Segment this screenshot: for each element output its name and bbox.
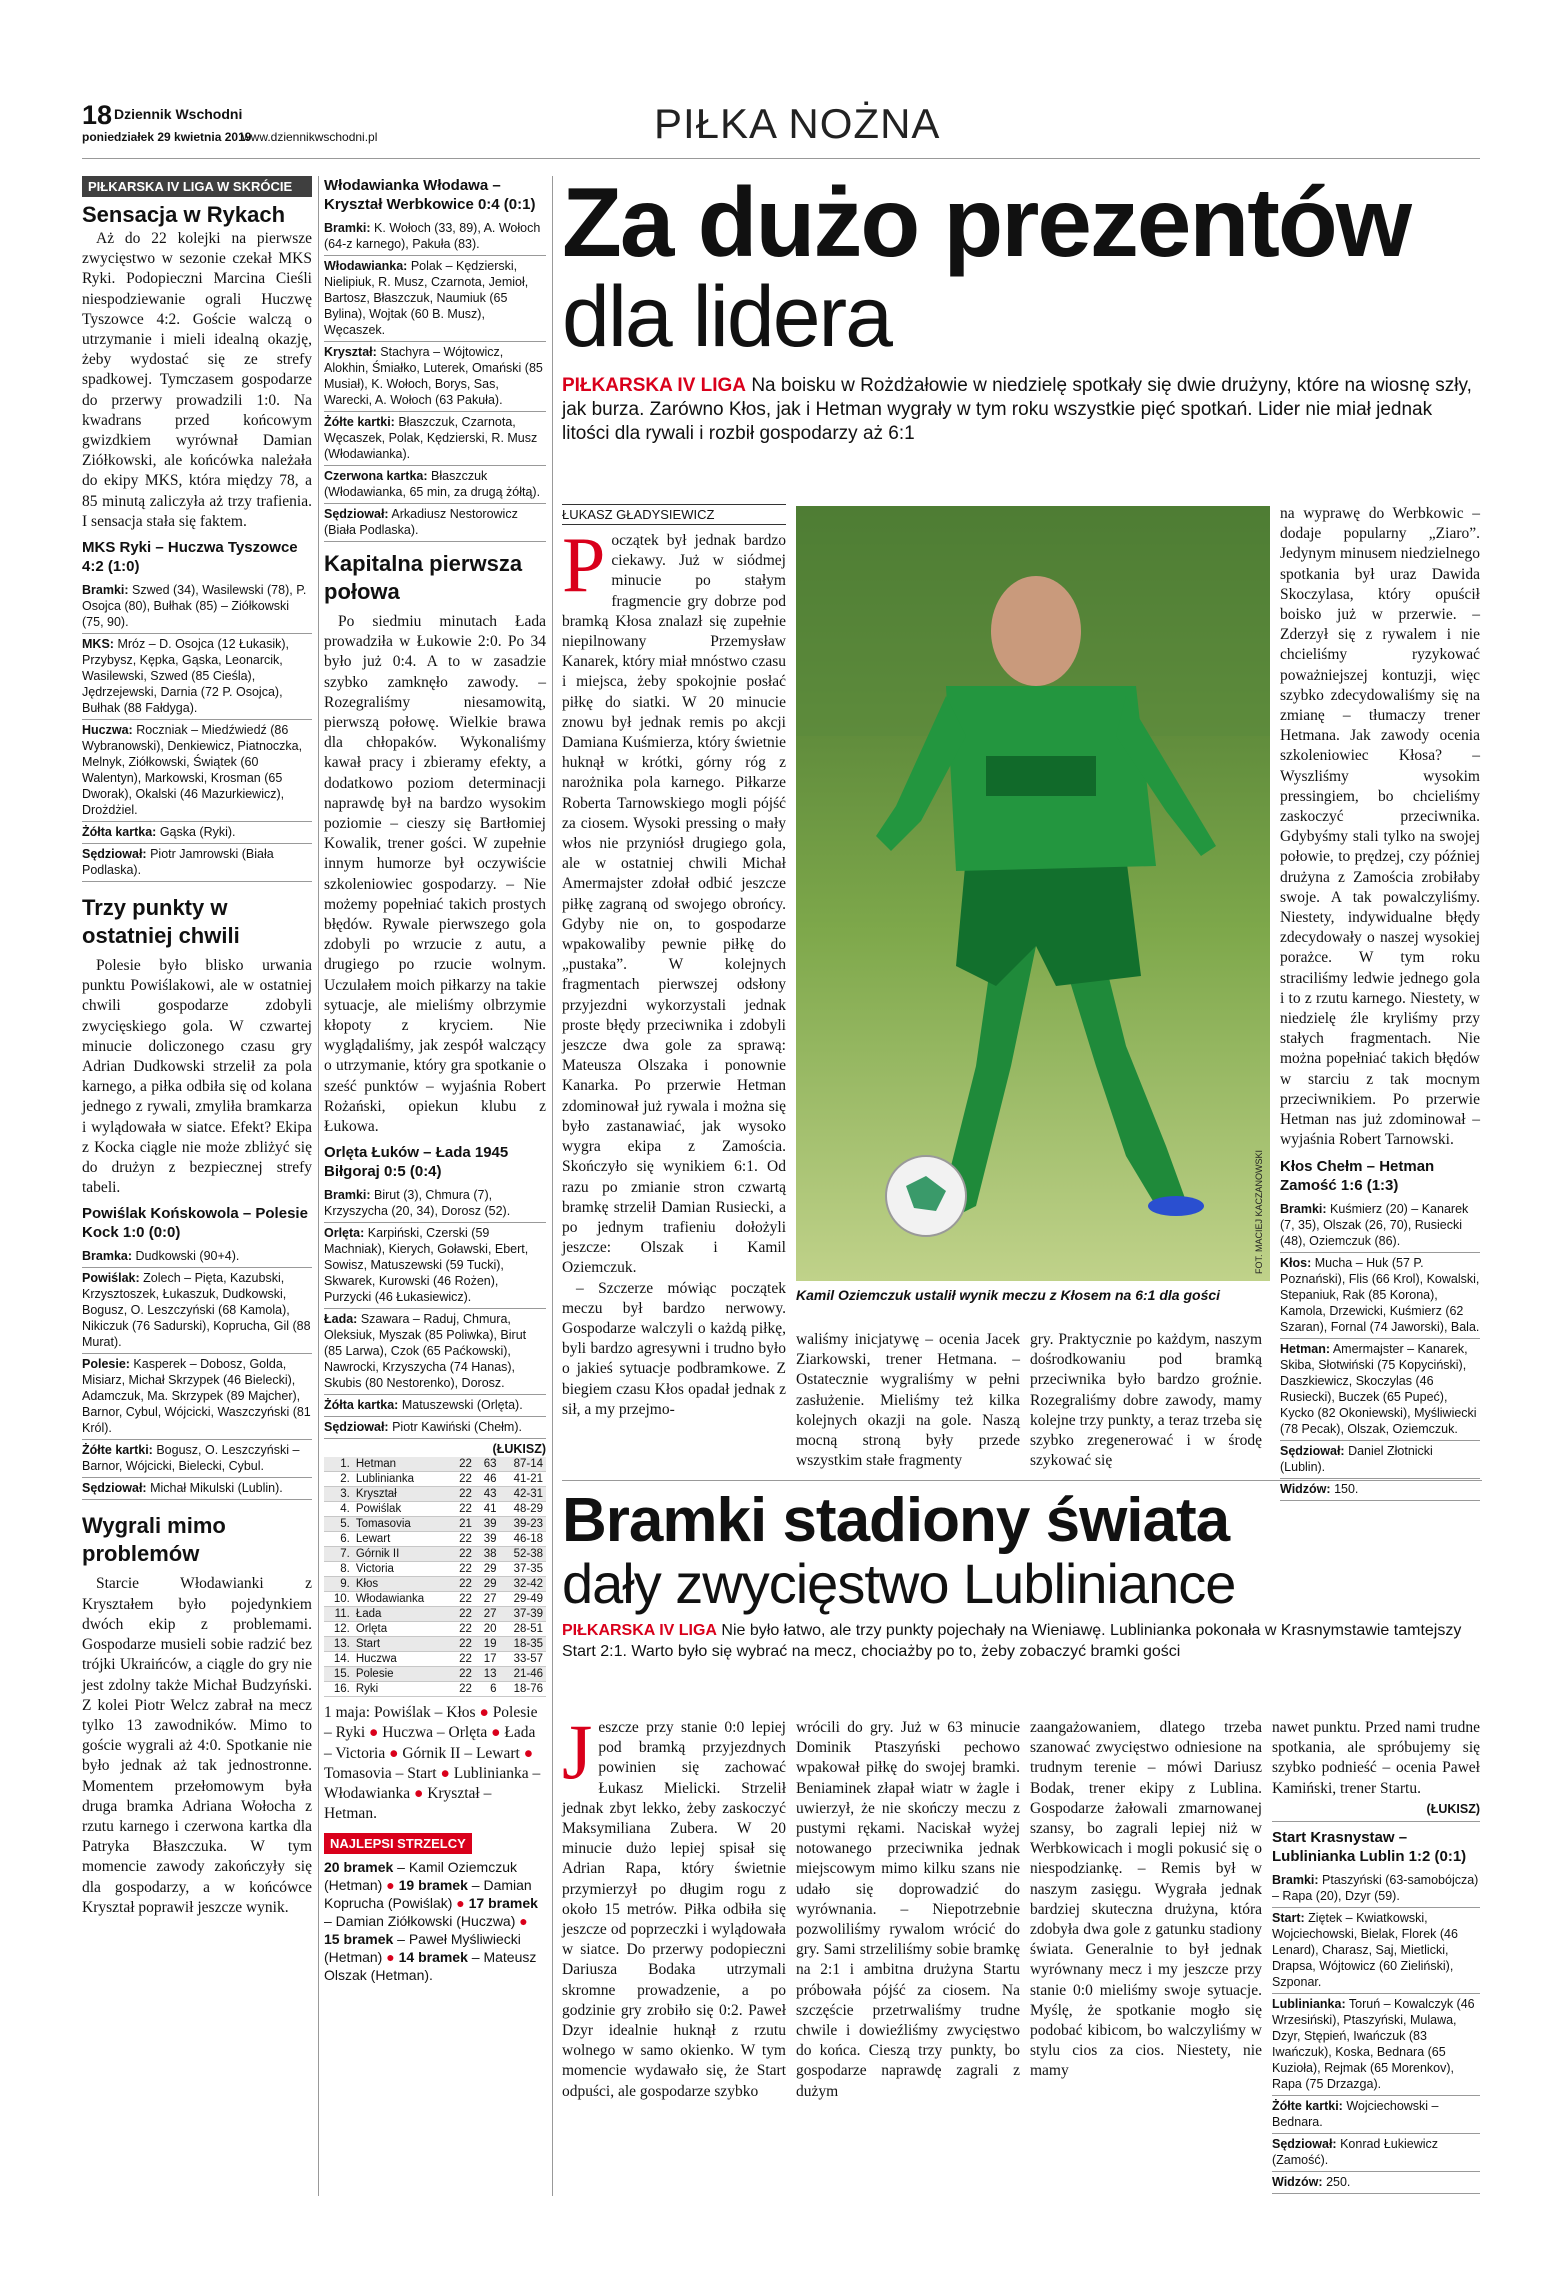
table-cell: 29 — [475, 1562, 500, 1577]
fixture: Górnik II – Lewart — [402, 1744, 520, 1762]
lead-text: Nie było łatwo, ale trzy punkty pojechały na Wieniawę. Lublinianka pokonała w Krasnymstawie tamtejszy Start 2:1. Warto było się wybrać na mecz, chociażby po to, żeby zobaczyć bramki gości — [562, 1622, 1462, 1660]
table-cell: 6. — [324, 1532, 353, 1547]
table-cell: 1. — [324, 1457, 353, 1472]
table-cell: 9. — [324, 1577, 353, 1592]
table-cell: 22 — [450, 1577, 475, 1592]
match-details — [1272, 1870, 1480, 2194]
table-cell: Włodawianka — [353, 1592, 450, 1607]
table-cell: 16. — [324, 1682, 353, 1697]
table-cell: 43 — [475, 1487, 500, 1502]
match-title: MKS Ryki – Huczwa Tyszowce 4:2 (1:0) — [82, 539, 298, 576]
table-cell: 42-31 — [500, 1487, 546, 1502]
lead-tag: PIŁKARSKA IV LIGA — [562, 375, 747, 396]
detail-item: Bramki: K. Wołoch (33, 89), A. Wołoch (64-z karnego), Pakuła (83). — [324, 218, 546, 256]
drop-cap: J — [562, 1708, 593, 1795]
table-cell: 32-42 — [500, 1577, 546, 1592]
table-cell: 46-18 — [500, 1532, 546, 1547]
article-lead — [562, 374, 1482, 446]
bullet-icon: ● — [475, 1704, 493, 1722]
table-cell: 19 — [475, 1637, 500, 1652]
photo-credit: FOT. MACIEJ KACZANOWSKI — [1254, 1150, 1264, 1275]
detail-item: Huczwa: Roczniak – Miedźwiedź (86 Wybranowski), Denkiewicz, Piatnoczka, Melnyk, Ziółkowski, Świątek (60 Walentyn), Markowski, Krosman (65 Dworak), Okalski (46 Mazurkiewicz), Drożdżiel. — [82, 720, 312, 822]
article2-col-c — [1030, 1718, 1262, 2082]
article-text: waliśmy inicjatywę – ocenia Jacek Ziarkowski, trener Hetmana. – Ostatecznie wygraliśmy w pełni zasłużenie. Mieliśmy też kilka kolejnych okazji na gole. Naszą mocną stroną były przede wszystkim stałe fragmenty — [796, 1331, 1020, 1470]
bullet-icon: ● — [365, 1724, 383, 1742]
table-row — [324, 1637, 546, 1652]
table-row — [324, 1547, 546, 1562]
fixtures — [324, 1703, 546, 1824]
sidebar-column — [82, 176, 312, 1918]
bullet-icon: ● — [436, 1764, 454, 1782]
table-cell: Kryształ — [353, 1487, 450, 1502]
detail-item: Sędziował: Piotr Kawiński (Chełm). — [324, 1417, 546, 1439]
league-table — [324, 1457, 546, 1697]
detail-item: Żółte kartki: Błaszczuk, Czarnota, Węcaszek, Polak, Kędzierski, R. Musz (Włodawianka). — [324, 412, 546, 466]
table-cell: 87-14 — [500, 1457, 546, 1472]
table-cell: Hetman — [353, 1457, 450, 1472]
detail-item: Widzów: 150. — [1280, 1479, 1480, 1501]
scorer-name: – Paweł Myśliwiecki (Hetman) — [324, 1930, 521, 1965]
table-row — [324, 1607, 546, 1622]
table-cell: 3. — [324, 1487, 353, 1502]
scorer-name: – Mateusz Olszak (Hetman). — [324, 1948, 537, 1983]
table-cell: Tomasovia — [353, 1517, 450, 1532]
match-details — [82, 1246, 312, 1500]
table-cell: Łada — [353, 1607, 450, 1622]
table-cell: 20 — [475, 1622, 500, 1637]
table-row — [324, 1682, 546, 1697]
match-title: Start Krasnystaw – Lublinianka Lublin 1:2 (0:1) — [1272, 1828, 1467, 1865]
page-header — [82, 100, 1482, 160]
table-cell: Lewart — [353, 1532, 450, 1547]
fixture: Łada – Victoria — [324, 1724, 536, 1762]
column-divider — [552, 176, 553, 2196]
article1-col-b — [796, 1330, 1020, 1471]
table-cell: 22 — [450, 1547, 475, 1562]
detail-item: Sędziował: Konrad Łukiewicz (Zamość). — [1272, 2134, 1480, 2172]
match-details — [82, 580, 312, 882]
match-title: Kłos Chełm – Hetman Zamość 1:6 (1:3) — [1280, 1157, 1435, 1194]
table-cell: Powiślak — [353, 1502, 450, 1517]
table-row — [324, 1577, 546, 1592]
article-lead — [562, 1620, 1482, 1662]
detail-item: Widzów: 250. — [1272, 2172, 1480, 2194]
table-cell: 22 — [450, 1472, 475, 1487]
detail-item: Lublinianka: Toruń – Kowalczyk (46 Wrzesiński), Ptaszyński, Mulawa, Dzyr, Stępień, Iwańczuk (83 Iwańczuk), Koska, Bednara (65 Kuzioła), Rejmak (65 Morenkov), Rapa (75 Drzazga). — [1272, 1994, 1480, 2096]
detail-item: Bramki: Kuśmierz (20) – Kanarek (7, 35), Olszak (26, 70), Rusiecki (48), Oziemczuk (86). — [1280, 1199, 1480, 1253]
scorer-goals: 19 bramek — [398, 1876, 468, 1893]
table-cell: 22 — [450, 1562, 475, 1577]
match-details — [324, 1185, 546, 1439]
table-cell: 22 — [450, 1487, 475, 1502]
detail-item: Czerwona kartka: Błaszczuk (Włodawianka, 65 min, za drugą żółtą). — [324, 466, 546, 504]
article2-col-a — [562, 1708, 786, 2102]
scorers-list — [324, 1858, 546, 1984]
table-cell: 39-23 — [500, 1517, 546, 1532]
match-title: Włodawianka Włodawa – Kryształ Werbkowice 0:4 (0:1) — [324, 177, 536, 213]
detail-item: Bramki: Birut (3), Chmura (7), Krzyszycha (20, 34), Dorosz (52). — [324, 1185, 546, 1223]
detail-item: Bramki: Ptaszyński (63-samobójcza) – Rapa (20), Dzyr (59). — [1272, 1870, 1480, 1908]
detail-item: Sędziował: Daniel Złotnicki (Lublin). — [1280, 1441, 1480, 1479]
table-cell: 12. — [324, 1622, 353, 1637]
table-cell: 28-51 — [500, 1622, 546, 1637]
scorers-label: NAJLEPSI STRZELCY — [324, 1833, 472, 1854]
detail-item: Sędziował: Michał Mikulski (Lublin). — [82, 1478, 312, 1500]
article-main — [562, 167, 1482, 446]
table-row — [324, 1487, 546, 1502]
article-subtitle: dla lidera — [562, 269, 891, 365]
detail-item: Żółta kartka: Matuszewski (Orlęta). — [324, 1395, 546, 1417]
article-text: – Szczerze mówiąc początek meczu był bardzo nerwowy. Gospodarze walczyli o każdą piłkę, byli bardzo agresywni i trudno było o jakieś sytuacje podbramkowe. Z biegiem czasu Kłos opadał jednak z sił, a my przejmo- — [562, 1279, 786, 1418]
match-details — [324, 218, 546, 542]
fixture: Powiślak – Kłos — [373, 1704, 476, 1722]
table-cell: 41 — [475, 1502, 500, 1517]
section-title: PIŁKA NOŻNA — [654, 100, 941, 147]
table-cell: 27 — [475, 1592, 500, 1607]
table-cell: 37-35 — [500, 1562, 546, 1577]
table-cell: 21-46 — [500, 1667, 546, 1682]
table-cell: Kłos — [353, 1577, 450, 1592]
detail-item: Kryształ: Stachyra – Wójtowicz, Alokhin, Śmiałko, Luterek, Omański (85 Musiał), K. Wołoch, Borys, Sas, Warecki, A. Wołoch (63 Pakuła). — [324, 342, 546, 412]
photo-illustration — [796, 506, 1270, 1281]
table-cell: 22 — [450, 1592, 475, 1607]
table-cell: 46 — [475, 1472, 500, 1487]
table-cell: 41-21 — [500, 1472, 546, 1487]
bullet-icon: ● — [382, 1948, 399, 1965]
scorer-goals: 15 bramek — [324, 1930, 394, 1947]
fixtures-lead: 1 maja: — [324, 1704, 371, 1722]
article-text: Początek był jednak bardzo ciekawy. Już w siódmej minucie po stałym fragmencie gry dobrze pod bramką Kłosa znalazł się zupełnie niepilnowany Przemysław Kanarek, który miał mnóstwo czasu i miejsca, żeby spokojnie posłać piłkę do siatki. W 20 minucie znowu był jednak remis po akcji Damiana Kuśmierza, który świetnie huknął w krótki, górny róg z narożnika pola karnego. Piłkarze Roberta Tarnowskiego mogli pójść za ciosem. Wysoki pressing o mały włos nie przyniósł drugiego gola, ale w ostatniej chwili Michał Amermajster zdołał odbić jeszcze piłkę zagraną od swojego obrońcy. Gdyby nie on, to gospodarze wpakowaliby pewnie piłkę do „pustaka”. W kolejnych fragmentach pierwszej odsłony przyjezdni wykorzystali jednak proste błędy przeciwnika i zdobyli jeszcze dwa gole za sprawą: Mateusza Olszaka i ponownie Kanarka. Po przerwie Hetman zdominował już rywala i można się było zastanawiać, jak wysoko wygra ekipa z Zamościa. Skończyło się wynikiem 6:1. Od razu po zmianie stron czwartą bramkę strzelił Damian Rusiecki, a po jednym trafieniu dołożyli jeszcze: Olszak i Kamil Oziemczuk. — [562, 521, 786, 1277]
detail-item: Start: Ziętek – Kwiatkowski, Wojciechowski, Bielak, Florek (46 Lenard), Charasz, Saj, Mietlicki, Drapsa, Wójtowicz (60 Zieliński), Szponar. — [1272, 1908, 1480, 1994]
table-row — [324, 1592, 546, 1607]
article-text: nawet punktu. Przed nami trudne spotkania, ale spróbujemy się szybko podnieść – ocenia Paweł Kamiński, trener Startu. — [1272, 1719, 1480, 1797]
table-cell: 22 — [450, 1682, 475, 1697]
article-text: wrócili do gry. Już w 63 minucie Dominik Ptaszyński pechowo wpakował piłkę do swojej bramki. Beniaminek złapał wiatr w żagle i uwierzył, że nie skończy meczu z pustymi rękami. Naciskał wyżej notowanego przeciwnika jednak miejscowym mimo kilku szans nie udało się doprowadzić do wyrównania. – Niepotrzebnie pozwoliliśmy rywalom wrócić do gry. Sami strzeliliśmy sobie bramkę na 2:1 i ambitna drużyna Startu próbowała pójść za ciosem. Na szczęście przetrwaliśmy trudne chwile i dowieźliśmy zwycięstwo do końca. Cieszą trzy punkty, bo gospodarze naprawdę zagrali z dużym — [796, 1719, 1020, 2100]
table-cell: 22 — [450, 1607, 475, 1622]
lead-tag: PIŁKARSKA IV LIGA — [562, 1622, 717, 1639]
table-cell: 29-49 — [500, 1592, 546, 1607]
table-row — [324, 1472, 546, 1487]
detail-item: Żółta kartka: Gąska (Ryki). — [82, 822, 312, 844]
table-row — [324, 1532, 546, 1547]
table-cell: 22 — [450, 1652, 475, 1667]
detail-item: Żółte kartki: Bogusz, O. Leszczyński – Barnor, Wójcicki, Bielecki, Cybul. — [82, 1440, 312, 1478]
results-column — [324, 176, 546, 1984]
detail-item: Sędziował: Piotr Jamrowski (Biała Podlaska). — [82, 844, 312, 882]
article-title: Bramki stadiony świata — [562, 1486, 1230, 1555]
table-cell: Ryki — [353, 1682, 450, 1697]
detail-item: Łada: Szawara – Raduj, Chmura, Oleksiuk, Myszak (85 Poliwka), Birut (85 Larwa), Czok (65 Paćkowski), Nawrocki, Krzyszycha (74 Hanas), Skubis (80 Nestorenko), Dorosz. — [324, 1309, 546, 1395]
article1-col-a — [562, 504, 786, 1420]
article-subtitle: dały zwycięstwo Lubliniance — [562, 1552, 1236, 1615]
drop-cap: P — [562, 521, 606, 608]
article-author: (ŁUKISZ) — [1426, 1801, 1480, 1816]
scorers-box — [324, 1833, 546, 1984]
paper-name: Dziennik Wschodni — [114, 106, 243, 122]
table-row — [324, 1622, 546, 1637]
article2-col-b — [796, 1718, 1020, 2102]
article-text: gry. Praktycznie po każdym, naszym dośrodkowaniu pod bramką przeciwnika było bardzo groźnie. Rozegraliśmy dobre zawody, mamy kolejne trzy punkty, a teraz trzeba się szybko zregenerować i w środę szykować się — [1030, 1331, 1262, 1470]
table-cell: Lublinianka — [353, 1472, 450, 1487]
table-cell: 39 — [475, 1517, 500, 1532]
table-row — [324, 1517, 546, 1532]
table-cell: 48-29 — [500, 1502, 546, 1517]
detail-item: Włodawianka: Polak – Kędzierski, Nielipiuk, R. Musz, Czarnota, Jemioł, Bartosz, Błaszczuk, Naumiuk (65 Bylina), Wojtak (60 B. Musz), Węcaszek. — [324, 256, 546, 342]
article2-col-d — [1272, 1718, 1480, 2194]
match-title: Powiślak Końskowola – Polesie Kock 1:0 (0:0) — [82, 1205, 308, 1242]
table-row — [324, 1457, 546, 1472]
table-cell: 22 — [450, 1457, 475, 1472]
table-author: (ŁUKISZ) — [492, 1442, 546, 1457]
scorer-goals: 14 bramek — [398, 1948, 468, 1965]
detail-item: Kłos: Mucha – Huk (57 P. Poznański), Flis (66 Krol), Kowalski, Stepaniuk, Rak (85 Korona), Kamola, Drzewicki, Kuśmierz (62 Szaran), Fornal (74 Jaworski), Bala. — [1280, 1253, 1480, 1339]
photo-caption: Kamil Oziemczuk ustalił wynik meczu z Kłosem na 6:1 dla gości — [796, 1287, 1221, 1303]
detail-item: Powiślak: Zolech – Pięta, Kazubski, Krzysztoszek, Łukaszuk, Dudkowski, Bogusz, O. Leszczyński (68 Kamola), Nikiczuk (76 Sadurski), Kopruchа, Gil (88 Murat). — [82, 1268, 312, 1354]
table-row — [324, 1562, 546, 1577]
detail-item: MKS: Mróz – D. Osojca (12 Łukasik), Przybysz, Kępka, Gąska, Leonarcik, Wasilewski, Szwed (85 Cieśla), Jędrzejewski, Darnia (72 P. Osojca), Bułhak (88 Fałdyga). — [82, 634, 312, 720]
story-title: Kapitalna pierwsza połowa — [324, 551, 523, 604]
table-cell: 21 — [450, 1517, 475, 1532]
table-cell: Huczwa — [353, 1652, 450, 1667]
page-number: 18 — [82, 100, 113, 130]
table-cell: 13. — [324, 1637, 353, 1652]
detail-item: Sędziował: Arkadiusz Nestorowicz (Biała Podlaska). — [324, 504, 546, 542]
table-cell: 27 — [475, 1607, 500, 1622]
byline: ŁUKASZ GŁADYSIEWICZ — [562, 504, 786, 525]
table-cell: 2. — [324, 1472, 353, 1487]
fixture: Polesie – Ryki — [324, 1704, 538, 1742]
article-divider — [562, 1480, 1482, 1481]
scorer-name: – Damian Ziółkowski (Huczwa) — [324, 1912, 516, 1929]
detail-item: Hetman: Amermajster – Kanarek, Skiba, Słotwiński (75 Kopyciński), Daszkiewicz, Skoczylas (46 Rusiecki), Buczek (65 Pupeć), Kyckо (82 Okoniewski), Myśliwiecki (78 Pecak), Olszak, Oziemczuk. — [1280, 1339, 1480, 1441]
rule — [1272, 1821, 1480, 1822]
story-text: Po siedmiu minutach Łada prowadziła w Łukowie 2:0. Po 34 było już 0:4. A to w zasadzie szybko zamknęło zawody. – Rozegraliśmy niesamowitą, pierwszą połowę. Wielkie brawa dla chłopaków. Wykonaliśmy kawał pracy i zbieramy efekty, a dodatkowo poziom determinacji naprawdę był na bardzo wysokim poziomie – cieszy się Bartłomiej Kowalik, trener gości. W zupełnie innym humorze był oczywiście szkoleniowiec gospodarzy. – Nie możemy popełniać takich prostych błędów. Rywale pierwszego gola zdobyli po wrzucie z autu, a drugiego po rzucie wolnym. Uczulałem moich piłkarzy na takie sytuacje, ale mieliśmy olbrzymie kłopoty z kryciem. Nie wyglądaliśmy, jak zespół walczący o utrzymanie, który gra spotkanie o sześć punktów – wyjaśnia Robert Rożański, opiekun klubu z Łukowa. — [324, 613, 546, 1136]
table-cell: Start — [353, 1637, 450, 1652]
article-text: zaangażowaniem, dlatego trzeba szanować zwycięstwo odniesione na trudnym terenie – mówi Dariusz Bodak, trener ekipy z Lublina. Gospodarze żałowali zmarnowanej szansy, bo zagrali lepiej niż w Werbkowicach i mogli pokusić się o niespodziankę. – Remis był w naszym zasięgu. Wygrała jednak bardziej skuteczna drużyna, która zdobyła dwa gole z gatunku stadiony świata. Generalnie to był jednak wyrównany mecz i my jeszcze przy stanie 0:0 mieliśmy swoje sytuacje. Myślę, że spotkanie mogło się podobać kibicom, bo walczyliśmy w stylu cios za cios. Niestety, nie mamy — [1030, 1719, 1262, 2080]
table-cell: 22 — [450, 1502, 475, 1517]
story-title: Trzy punkty w ostatniej chwili — [82, 895, 240, 949]
bullet-icon: ● — [515, 1912, 528, 1929]
issue-date: poniedziałek 29 kwietnia 2019 — [82, 130, 252, 144]
table-cell: 14. — [324, 1652, 353, 1667]
story-text: Polesie było blisko urwania punktu Powiślakowi, ale w ostatniej chwili gospodarze zdobyli zwycięskiego gola. W czwartej minucie doliczonego czasu gry Adrian Dudkowski strzelił za pola karnego, a piłka odbiła się od kolana jednego z rywali, zmyliła bramkarza i wylądowała w siatce. Efekt? Ekipa z Kocka ciągle nie może zbliżyć się do drużyn z bezpiecznej strefy tabeli. — [82, 957, 312, 1197]
table-cell: 15. — [324, 1667, 353, 1682]
detail-item: Orlęta: Karpiński, Czerski (59 Machniak), Kierych, Goławski, Ebert, Sowisz, Matuszewski (59 Tucki), Skwarek, Kurowski (46 Rożen), Purzycki (46 Łukasiewicz). — [324, 1223, 546, 1309]
table-cell: 22 — [450, 1622, 475, 1637]
table-cell: 38 — [475, 1547, 500, 1562]
table-cell: 18-35 — [500, 1637, 546, 1652]
lead-text: Na boisku w Rożdżałowie w niedzielę spotkały się dwie drużyny, które na wiosnę szły, jak burza. Zarówno Kłos, jak i Hetman wygrały w tym roku wszystkie pięć spotkań. Lider nie miał jednak litości dla rywali i rozbił gospodarzy aż 6:1 — [562, 375, 1472, 444]
table-cell: 22 — [450, 1637, 475, 1652]
table-row — [324, 1652, 546, 1667]
table-cell: 29 — [475, 1577, 500, 1592]
header-divider — [82, 158, 1480, 159]
bullet-icon: ● — [452, 1894, 469, 1911]
scorer-goals: 20 bramek — [324, 1858, 394, 1875]
table-row — [324, 1502, 546, 1517]
table-cell: 22 — [450, 1532, 475, 1547]
table-cell: 33-57 — [500, 1652, 546, 1667]
table-cell: Górnik II — [353, 1547, 450, 1562]
match-details — [1280, 1199, 1480, 1501]
table-cell: Victoria — [353, 1562, 450, 1577]
bullet-icon: ● — [382, 1876, 399, 1893]
table-cell: 52-38 — [500, 1547, 546, 1562]
detail-item: Polesie: Kasperek – Dobosz, Golda, Misiarz, Michał Skrzypek (46 Bielecki), Adamczuk, Ma. Skrzypek (89 Majcher), Barnor, Cybul, Wójcicki, Waszczyński (81 Król). — [82, 1354, 312, 1440]
bullet-icon: ● — [487, 1724, 505, 1742]
article1-col-c — [1030, 1330, 1262, 1471]
website[interactable]: www.dziennikwschodni.pl — [242, 130, 378, 144]
detail-item: Bramki: Szwed (34), Wasilewski (78), P. Osojca (80), Bułhak (85) – Ziółkowski (75, 90). — [82, 580, 312, 634]
article1-col-d — [1280, 504, 1480, 1501]
table-cell: 39 — [475, 1532, 500, 1547]
story-text: Starcie Włodawianki z Kryształem było pojedynkiem dwóch ekip z problemami. Gospodarze musieli sobie radzić bez trójki Ukraińców, a ciągle do gry nie jest zdolny także Michał Budzyński. Z kolei Piotr Welcz zabrał na mecz tylko 13 zawodników. Mimo to goście wygrali aż 4:0. Spotkanie nie było jednak aż tak jednostronne. Momentem przełomowym była druga bramka Adriana Wołocha z rzutu karnego i czerwona kartka dla Patryka Błaszczuka. W tym momencie zawody zakończyły się dla gospodarzy, a w końcówce Kryształ poprawił jeszcze wynik. — [82, 1575, 312, 1916]
fixture: Kryształ – Hetman. — [324, 1785, 492, 1823]
table-cell: 8. — [324, 1562, 353, 1577]
scorer-goals: 17 bramek — [468, 1894, 538, 1911]
article-text: Jeszcze przy stanie 0:0 lepiej pod bramką przyjezdnych powinien się zachować Łukasz Mielicki. Strzelił jednak zbyt lekko, żeby zaskoczyć Maksymiliana Zubera. W 20 minucie dużo lepiej spisał się Adrian Rapa, który świetnie przymierzył po długim rogu z około 15 metrów. Piłka odbiła się jeszcze od poprzeczki i wylądowała w siatce. Do przerwy podopieczni Dariusza Bodaka utrzymali skromne prowadzenie, a po godzinie gry zrobiło się 0:2. Paweł Dzyr idealnie huknął z rzutu wolnego w samo okienko. W tym momencie wydawało się, że Start odpuści, ale gospodarze szybko — [562, 1708, 786, 2100]
detail-item: Bramka: Dudkowski (90+4). — [82, 1246, 312, 1268]
table-cell: 63 — [475, 1457, 500, 1472]
table-cell: 13 — [475, 1667, 500, 1682]
sidebar-label: PIŁKARSKA IV LIGA W SKRÓCIE — [82, 176, 312, 197]
bullet-icon: ● — [385, 1744, 403, 1762]
table-row — [324, 1667, 546, 1682]
story-title: Sensacja w Rykach — [82, 202, 286, 227]
match-title: Orlęta Łuków – Łada 1945 Biłgoraj 0:5 (0:4) — [324, 1144, 509, 1181]
table-cell: 4. — [324, 1502, 353, 1517]
column-divider — [318, 176, 319, 2196]
fixture: Tomasovia – Start — [324, 1764, 437, 1782]
scorer-name: – Damian Kopruchа (Powiślak) — [324, 1876, 532, 1911]
table-cell: 18-76 — [500, 1682, 546, 1697]
table-cell: 5. — [324, 1517, 353, 1532]
fixture: Lublinianka – Włodawianka — [324, 1764, 541, 1803]
player-photo — [796, 506, 1270, 1281]
table-cell: 11. — [324, 1607, 353, 1622]
bullet-icon: ● — [519, 1744, 534, 1762]
story-text: Aż do 22 kolejki na pierwsze zwycięstwo w sezonie czekał MKS Ryki. Podopieczni Marcina Cieśli niespodziewanie ograli Huczwę Tyszowce 4:2. Goście walczą o utrzymanie i mieli idealną okazję, żeby wydostać się ze strefy spadkowej. Tymczasem gospodarze do przerwy prowadzili 1:0. Na kwadrans przed końcowym gwizdkiem wyrównał Damian Ziółkowski, ale końcówka należała do ekipy MKS, która między 78, a 85 minutą zaliczyła aż trzy trafienia. I sensacja stała się faktem. — [82, 230, 312, 530]
fixture: Huczwa – Orlęta — [382, 1724, 488, 1742]
table-cell: 7. — [324, 1547, 353, 1562]
detail-item: Żółte kartki: Wojciechowski – Bednara. — [1272, 2096, 1480, 2134]
table-cell: 10. — [324, 1592, 353, 1607]
table-cell: 22 — [450, 1667, 475, 1682]
table-cell: Orlęta — [353, 1622, 450, 1637]
article-title: Za dużo prezentów — [562, 167, 1410, 277]
bullet-icon: ● — [410, 1785, 428, 1803]
story-title: Wygrali mimo problemów — [82, 1513, 226, 1567]
scorer-name: – Kamil Oziemczuk (Hetman) — [324, 1858, 517, 1893]
table-cell: Polesie — [353, 1667, 450, 1682]
table-cell: 37-39 — [500, 1607, 546, 1622]
table-cell: 6 — [475, 1682, 500, 1697]
article-text: na wyprawę do Werbkowic – dodaje popularny „Ziaro”. Jedynym minusem niedzielnego spotkania był uraz Dawida Skoczylasa, który opuścił boisko już w przerwie. – Zderzył się z rywalem i nie chcieliśmy ryzykować poważniejszej kontuzji, więc szybko zdecydowaliśmy się na zmianę – tłumaczy trener Hetmana. Jak zawody ocenia szkoleniowiec Kłosa? – Wyszliśmy wysokim pressingiem, bo chcieliśmy zaskoczyć przeciwnika. Gdybyśmy stali tylko na swojej połowie, to prędzej, czy później drużyna z Zamościa zrobiłaby swoje. A tak powalczyliśmy. Niestety, indywidualne błędy zdecydowały o naszej wysokiej porażce. W tym roku straciliśmy ledwie jednego gola i to z rzutu karnego. Niestety, w niedzielę źle kryliśmy przy stałych fragmentach. Nie można popełniać takich błędów w starciu z tak mocnym przeciwnikiem. Po przerwie Hetman nas już zdominował – wyjaśnia Robert Tarnowski. — [1280, 505, 1480, 1149]
article-second — [562, 1488, 1482, 1662]
table-cell: 17 — [475, 1652, 500, 1667]
